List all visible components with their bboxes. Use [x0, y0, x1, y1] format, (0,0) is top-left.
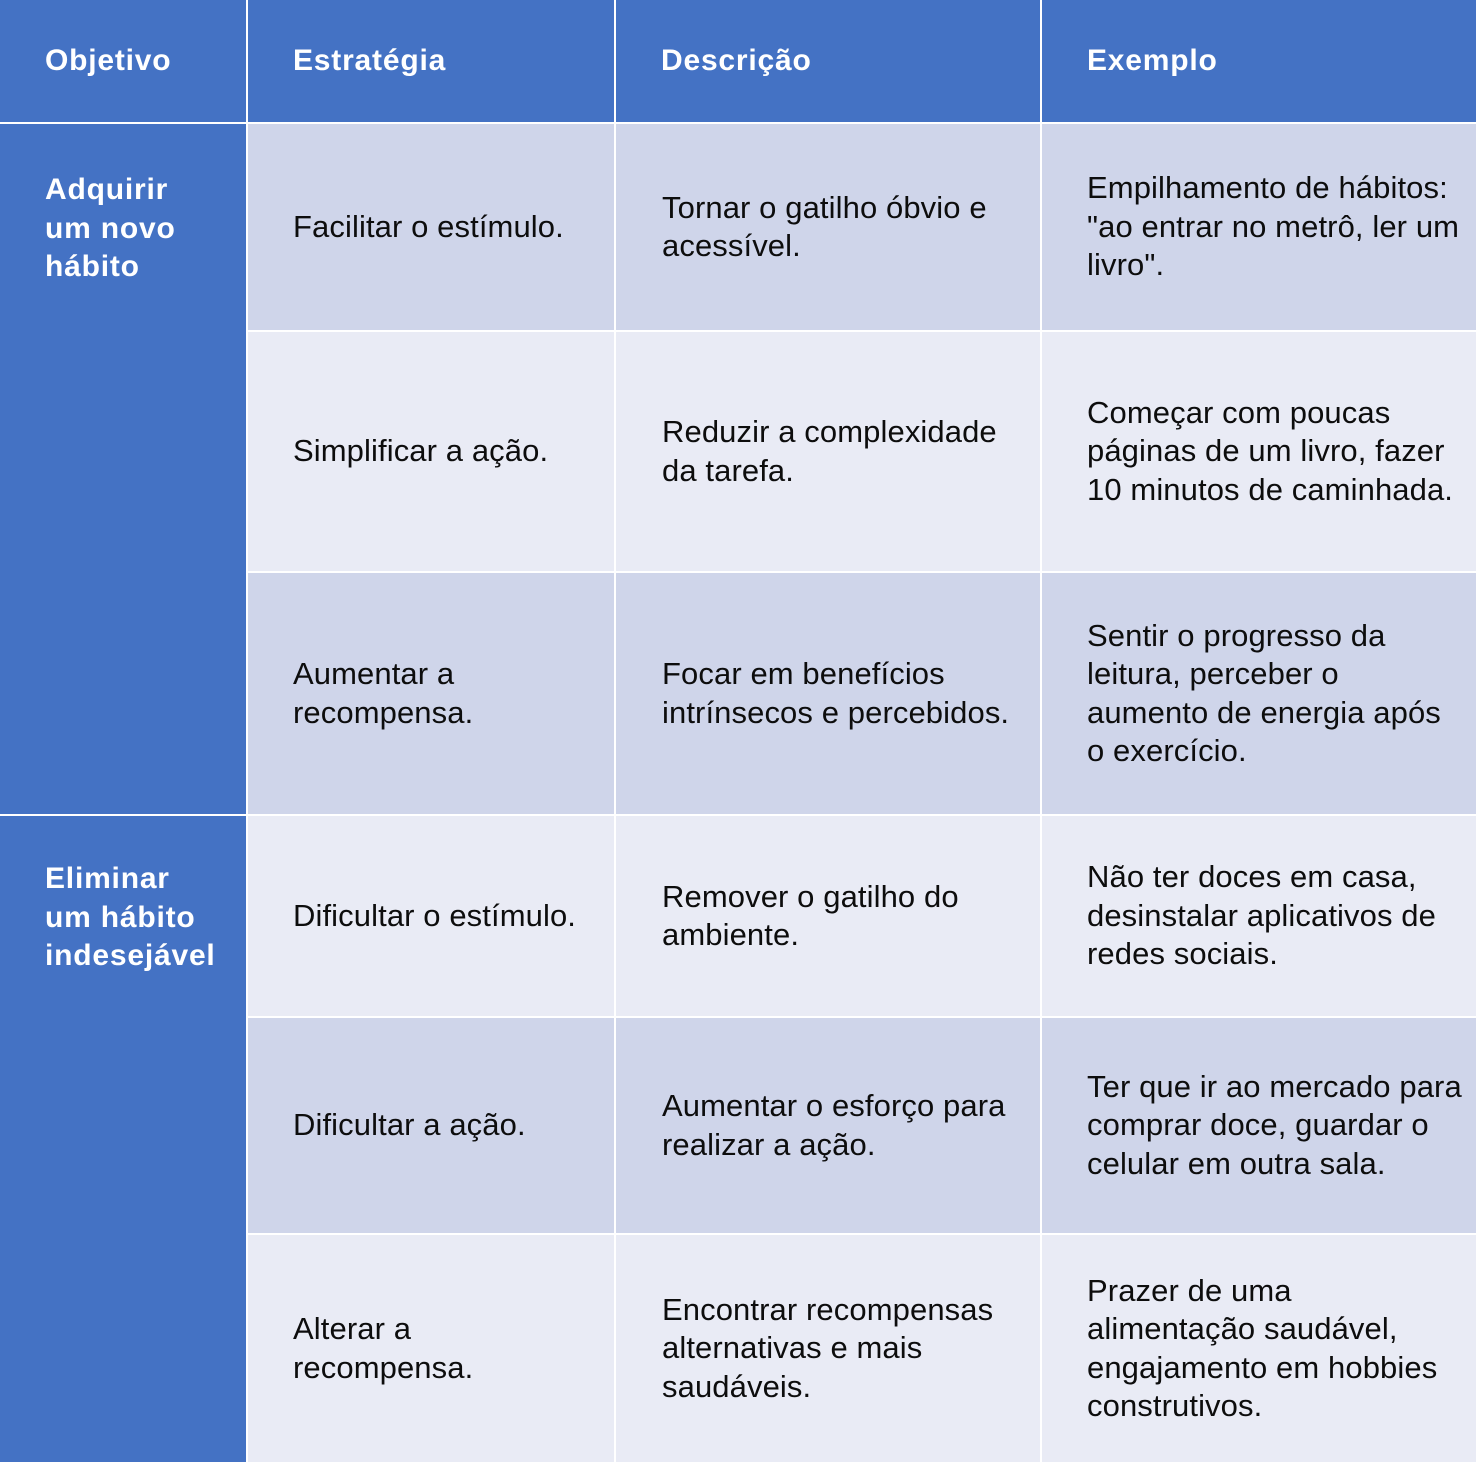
strategy-cell: Dificultar a ação. [248, 1018, 614, 1233]
description-cell: Remover o gatilho do ambiente. [616, 816, 1040, 1016]
example-cell: Sentir o progresso da leitura, perceber o aumento de energia após o exercício. [1042, 573, 1476, 814]
header-descricao: Descrição [616, 0, 1040, 122]
strategy-cell: Aumentar a recompensa. [248, 573, 614, 814]
strategy-cell: Simplificar a ação. [248, 332, 614, 571]
description-cell: Encontrar recompensas alternativas e mais saudáveis. [616, 1235, 1040, 1462]
example-cell: Começar com poucas páginas de um livro, fazer 10 minutos de caminhada. [1042, 332, 1476, 571]
example-cell: Ter que ir ao mercado para comprar doce, guardar o celular em outra sala. [1042, 1018, 1476, 1233]
example-cell: Prazer de uma alimentação saudável, engajamento em hobbies construtivos. [1042, 1235, 1476, 1462]
strategy-cell: Facilitar o estímulo. [248, 124, 614, 330]
description-cell: Aumentar o esforço para realizar a ação. [616, 1018, 1040, 1233]
description-cell: Tornar o gatilho óbvio e acessível. [616, 124, 1040, 330]
description-cell: Reduzir a complexidade da tarefa. [616, 332, 1040, 571]
example-cell: Não ter doces em casa, desinstalar aplicativos de redes sociais. [1042, 816, 1476, 1016]
objective-adquirir: Adquirir um novo hábito [0, 124, 246, 814]
header-estrategia: Estratégia [248, 0, 614, 122]
description-cell: Focar em benefícios intrínsecos e percebidos. [616, 573, 1040, 814]
objective-eliminar: Eliminar um hábito indesejável [0, 816, 246, 1462]
header-exemplo: Exemplo [1042, 0, 1476, 122]
strategy-cell: Alterar a recompensa. [248, 1235, 614, 1462]
strategy-cell: Dificultar o estímulo. [248, 816, 614, 1016]
header-objetivo: Objetivo [0, 0, 246, 122]
example-cell: Empilhamento de hábitos: "ao entrar no metrô, ler um livro". [1042, 124, 1476, 330]
